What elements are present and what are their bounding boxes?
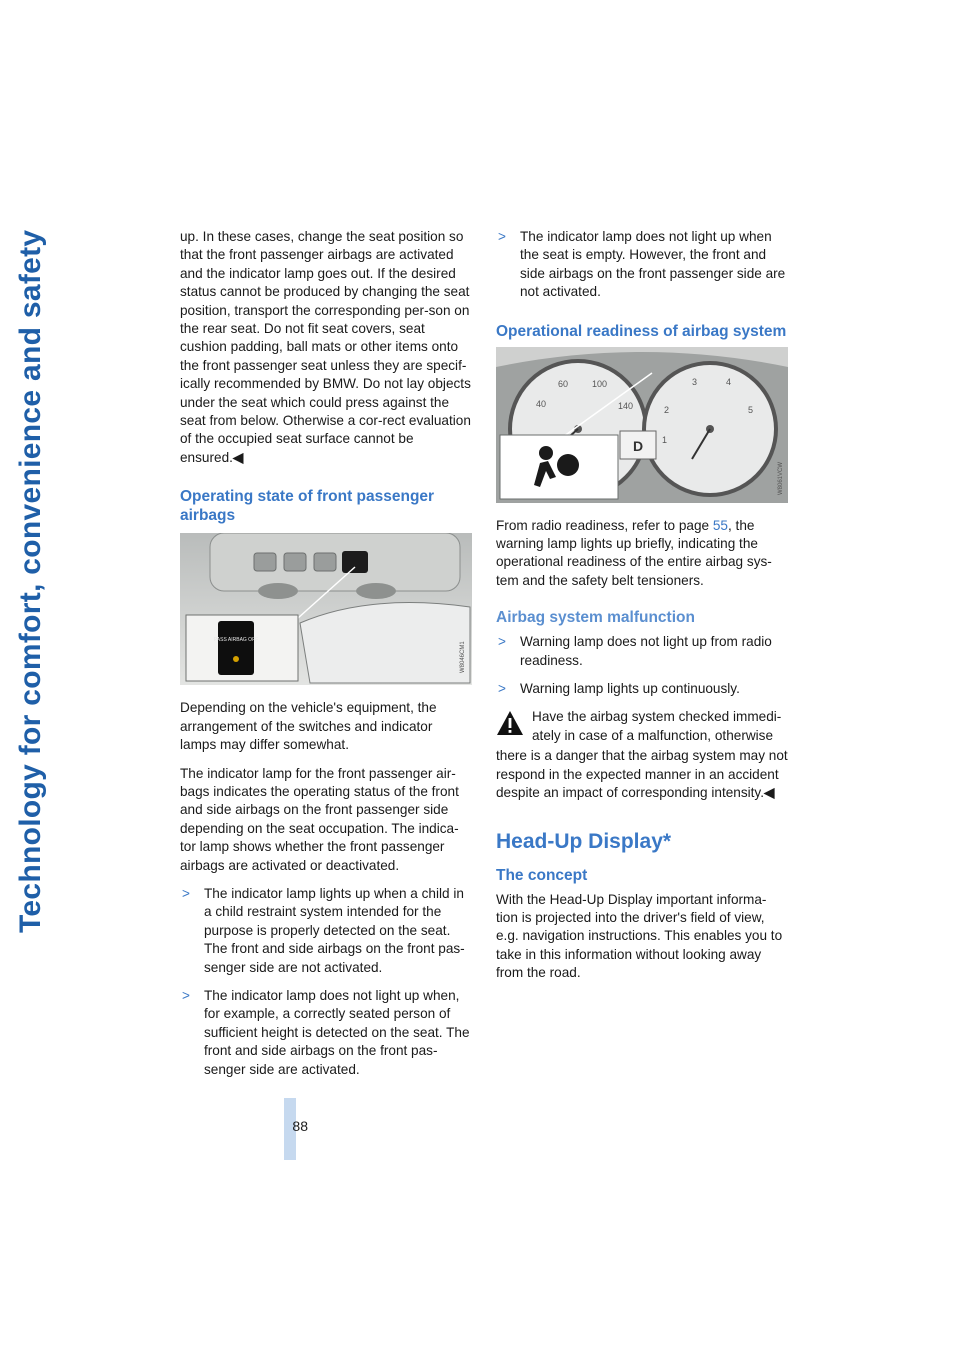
bullet-mark: > [498, 229, 506, 244]
gear-indicator: D [632, 437, 644, 454]
warning-text: there is a danger that the airbag system may not respond in the expected manner in an accident despite an impact of corresponding intensity. [496, 748, 788, 801]
bullet-text: The indicator lamp lights up when a child in a child restraint system intended for the purpose is properly detected on the seat. The front and side airbags on the front pas-senger side are not activated. [204, 885, 465, 975]
warning-first-lines: Have the airbag system checked immedi-ately in case of a malfunction, otherwise [532, 709, 782, 743]
heading-concept: The concept [496, 866, 588, 884]
svg-text:40: 40 [536, 398, 547, 409]
svg-text:100: 100 [592, 378, 608, 389]
figure-code: W8061VCW [778, 461, 784, 495]
heading-operational-readiness: Operational readiness of airbag system [496, 322, 787, 340]
svg-text:140: 140 [618, 400, 634, 411]
page-link[interactable]: 55 [712, 517, 728, 533]
bullet-mark: > [498, 681, 506, 697]
para-radio-readiness [496, 517, 788, 591]
bullet-text: Warning lamp lights up continuously. [520, 681, 740, 697]
switch-label: PASS AIRBAG OFF [213, 637, 259, 644]
figure-code: W8046CM1 [460, 641, 466, 674]
bullet-text: Warning lamp does not light up from radio readiness. [520, 634, 772, 668]
para-concept: With the Head-Up Display important informa-tion is projected into the driver's field of view, e.g. navigation instructions. This enables you to take in this information without looking away from the road. [496, 891, 783, 981]
bullet-mark: > [182, 987, 190, 1003]
right-column [496, 228, 788, 993]
para-indicator: The indicator lamp for the front passenger air-bags indicates the operating status of the front and side airbags on the front passenger side depending on the seat occupation. The indica-tor lamp shows whether the front passenger airbags are activated or deactivated. [180, 765, 459, 873]
svg-text:3: 3 [692, 376, 698, 387]
page-number: 88 [292, 1118, 308, 1134]
figure-passenger-airbag-switch [180, 533, 472, 685]
section-title: Technology for comfort, convenience and safety [14, 230, 47, 934]
svg-text:1: 1 [662, 434, 668, 445]
warning-rest [496, 747, 788, 802]
list-item [496, 680, 788, 698]
para-text: From radio readiness, refer to page [496, 517, 713, 533]
heading-operating-state: Operating state of front passenger airbags [180, 488, 435, 525]
heading-head-up-display: Head-Up Display* [496, 829, 672, 853]
warning-note [496, 708, 788, 802]
para-text: , the warning lamp lights up briefly, indicating the operational readiness of the entire airbag sys-tem and the safety belt tensioners. [496, 517, 772, 588]
left-column [180, 228, 472, 1089]
bullet-text: The indicator lamp does not light up when the seat is empty. However, the front and side airbags on the front passenger side are not activated. [520, 229, 786, 300]
warning-triangle-icon [496, 710, 524, 736]
intro-text: up. In these cases, change the seat position so that the front passenger airbags are activated and the indicator lamp goes out. If the desired status cannot be produced by changing the seat position, transport the corresponding per-son on the rear seat. Do not fit seat covers, seat cushion padding, ball mats or other items onto the front passenger seat unless they are specif-ically recommended by BMW. Do not lay objects under the seat which could press against the seat from below. Otherwise a cor-rect evaluation of the occupied seat surface cannot be ensured. [180, 229, 471, 465]
overhead-console-illustration [180, 533, 472, 685]
intro-paragraph [180, 228, 472, 467]
bullet-mark: > [182, 885, 190, 901]
bullet-mark: > [498, 634, 506, 650]
svg-text:60: 60 [558, 378, 569, 389]
para-equipment: Depending on the vehicle's equipment, the arrangement of the switches and indicator lamps may differ somewhat. [180, 700, 437, 753]
list-item [180, 987, 472, 1079]
svg-text:2: 2 [664, 404, 670, 415]
list-item [496, 633, 788, 670]
list-item [496, 228, 788, 302]
svg-text:4: 4 [726, 376, 732, 387]
figure-instrument-cluster [496, 347, 788, 503]
svg-text:5: 5 [748, 404, 754, 415]
heading-malfunction: Airbag system malfunction [496, 609, 695, 627]
list-item [180, 885, 472, 977]
instrument-cluster-illustration [496, 347, 788, 503]
bullet-text: The indicator lamp does not light up when, for example, a correctly seated person of sufficient height is detected on the seat. The front and side airbags on the front pas-senger side are activated. [204, 987, 470, 1077]
end-mark: ◀ [764, 785, 775, 801]
end-mark: ◀ [232, 449, 244, 465]
